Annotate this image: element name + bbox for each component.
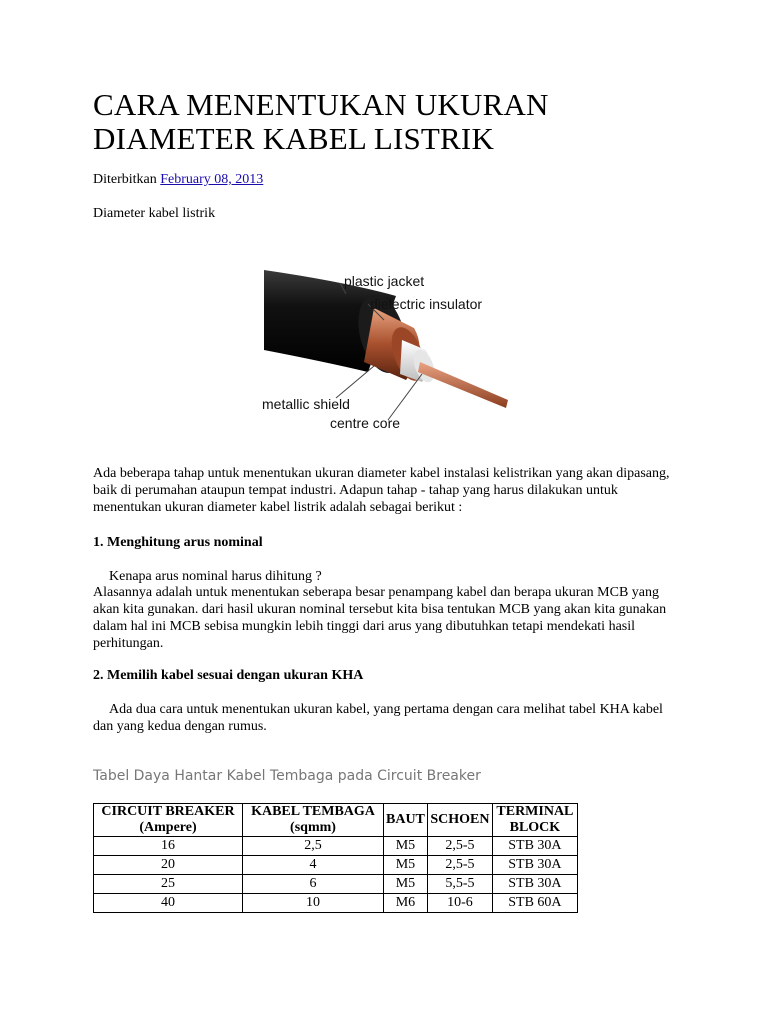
cell-schoen: 2,5-5 (427, 856, 492, 875)
cell-terminal: STB 60A (492, 894, 577, 913)
section1-body: Alasannya adalah untuk menentukan seberapa besar penampang kabel dan berapa ukuran MCB yang akan kita gunakan. dari hasil ukuran nominal tersebut kita bisa tentukan MCB yang akan kita gunakan dalam hal ini MCB sebisa mungkin lebih tinggi dari arus yang dibutuhkan tetapi mendekati hasil perhitungan. (93, 585, 667, 651)
kha-table (93, 803, 578, 913)
label-dielectric-insulator: dielectric insulator (370, 296, 483, 312)
header-kabel: KABEL TEMBAGA (sqmm) (243, 804, 384, 837)
cell-baut: M6 (384, 894, 428, 913)
table-row (94, 837, 578, 856)
coax-cable-illustration (256, 262, 516, 434)
cell-cb: 40 (94, 894, 243, 913)
cell-baut: M5 (384, 837, 428, 856)
published-prefix: Diterbitkan (93, 172, 157, 187)
section2-heading: 2. Memilih kabel sesuai dengan ukuran KHA (93, 668, 364, 683)
cell-baut: M5 (384, 875, 428, 894)
cell-cb: 20 (94, 856, 243, 875)
cell-kabel: 10 (243, 894, 384, 913)
cell-terminal: STB 30A (492, 837, 577, 856)
section2-body: Ada dua cara untuk menentukan ukuran kabel, yang pertama dengan cara melihat tabel KHA kabel dan yang kedua dengan rumus. (93, 702, 663, 734)
section1-heading: 1. Menghitung arus nominal (93, 535, 263, 550)
article-title: CARA MENENTUKAN UKURAN DIAMETER KABEL LISTRIK (93, 87, 549, 156)
cell-terminal: STB 30A (492, 856, 577, 875)
cell-cb: 25 (94, 875, 243, 894)
cell-kabel: 6 (243, 875, 384, 894)
image-caption: Diameter kabel listrik (93, 206, 216, 221)
cell-kabel: 2,5 (243, 837, 384, 856)
cell-schoen: 2,5-5 (427, 837, 492, 856)
centre-core-shape (418, 362, 508, 408)
header-cb: CIRCUIT BREAKER (Ampere) (94, 804, 243, 837)
table-header-row (94, 804, 578, 837)
section1-question: Kenapa arus nominal harus dihitung ? (109, 569, 322, 584)
table-row (94, 894, 578, 913)
cell-schoen: 10-6 (427, 894, 492, 913)
cell-baut: M5 (384, 856, 428, 875)
published-date-link[interactable]: February 08, 2013 (160, 172, 264, 187)
header-terminal: TERMINAL BLOCK (492, 804, 577, 837)
cell-schoen: 5,5-5 (427, 875, 492, 894)
publish-info (93, 172, 263, 188)
cell-cb: 16 (94, 837, 243, 856)
table-row (94, 875, 578, 894)
table-row (94, 856, 578, 875)
header-baut: BAUT (384, 804, 428, 837)
intro-paragraph: Ada beberapa tahap untuk menentukan ukuran diameter kabel instalasi kelistrikan yang akan dipasang, baik di perumahan ataupun tempat industri. Adapun tahap - tahap yang harus dilakukan untuk menentukan ukuran diameter kabel listrik adalah sebagai berikut : (93, 466, 670, 515)
table-title: Tabel Daya Hantar Kabel Tembaga pada Circuit Breaker (93, 768, 481, 784)
cell-kabel: 4 (243, 856, 384, 875)
header-schoen: SCHOEN (427, 804, 492, 837)
label-metallic-shield: metallic shield (262, 396, 350, 412)
cell-terminal: STB 30A (492, 875, 577, 894)
label-plastic-jacket: plastic jacket (344, 273, 425, 289)
label-centre-core: centre core (330, 415, 401, 431)
